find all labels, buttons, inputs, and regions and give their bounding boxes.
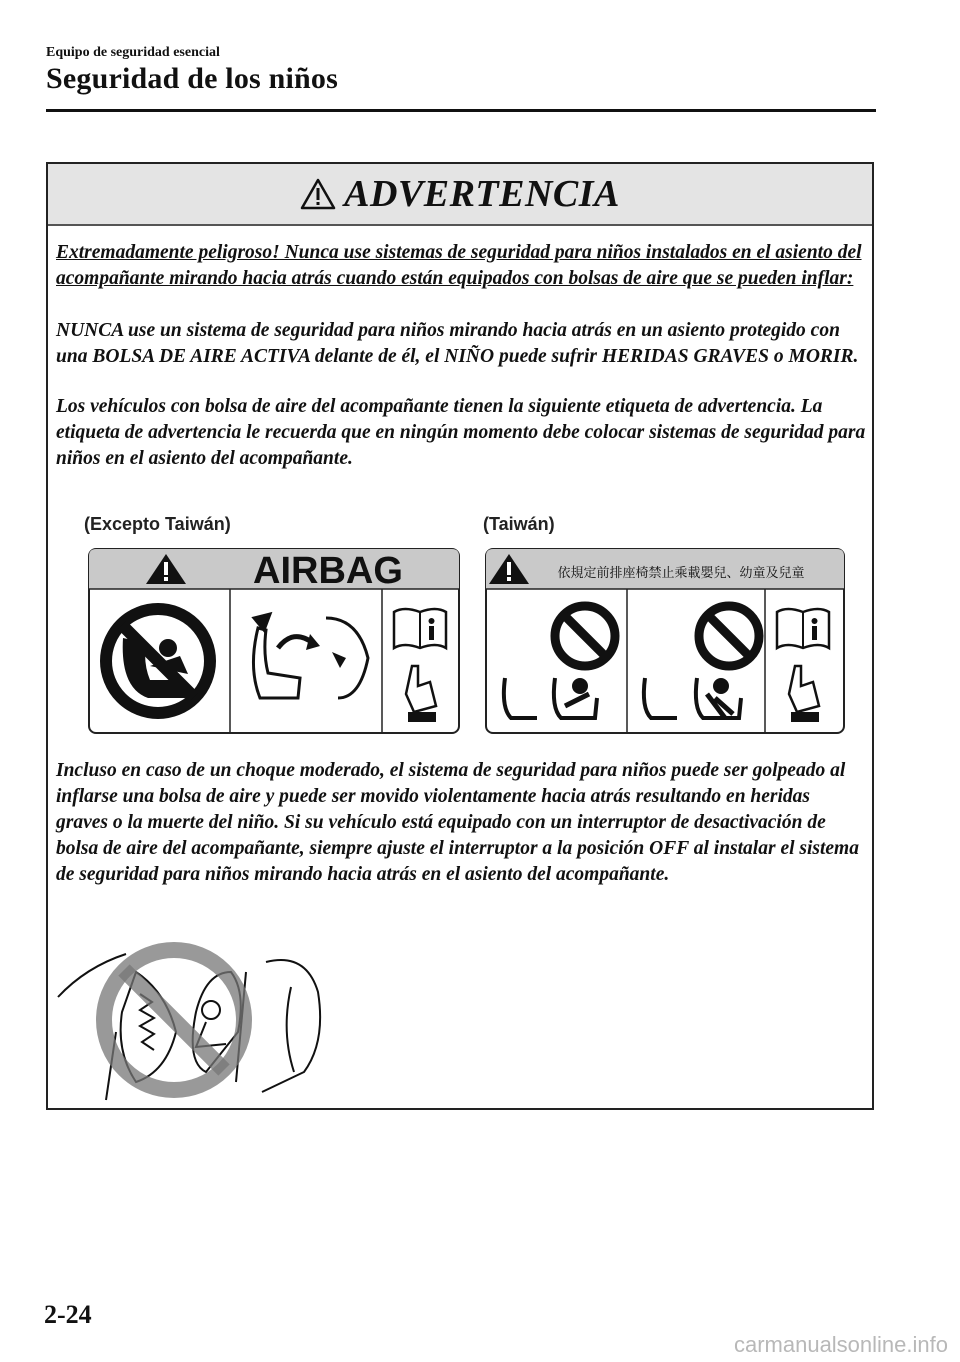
airbag-banner-text: AIRBAG [253, 550, 403, 592]
warning-paragraph-3: Incluso en caso de un choque moderado, el sistema de seguridad para niños puede ser golpeado al inflarse una bolsa de aire y puede ser movido violentamente hacia atrás resultando en heridas graves o la muerte del niño. Si su vehículo está equipado con un interruptor de desactivación de bolsa de aire del acompañante, siempre ajuste el interruptor a la posición OFF al instalar el sistema de seguridad para niños mirando hacia atrás en el asiento del acompañante. [56, 760, 859, 885]
warning-underlined-text: Extremadamente peligroso! Nunca use sistemas de seguridad para niños instalados en el asiento del acompañante mirando hacia atrás cuando están equipados con bolsas de aire que se pueden inflar: [56, 242, 862, 289]
warning-title: ADVERTENCIA [344, 173, 620, 215]
airbag-warning-label-taiwan [485, 548, 845, 734]
warning-triangle-icon [300, 178, 336, 210]
caption-except-taiwan: (Excepto Taiwán) [84, 514, 231, 534]
warning-box [46, 162, 874, 1110]
warning-header [48, 164, 872, 226]
caption-taiwan: (Taiwán) [483, 514, 555, 534]
warning-paragraph-2: Los vehículos con bolsa de aire del acompañante tienen la siguiente etiqueta de advertencia. La etiqueta de advertencia le recuerda que en ningún momento debe colocar sistemas de seguridad para niños en el asiento del acompañante. [56, 396, 866, 469]
warning-paragraph-1: NUNCA use un sistema de seguridad para niños mirando hacia atrás en un asiento protegido con una BOLSA DE AIRE ACTIVA delante de él, el NIÑO puede sufrir HERIDAS GRAVES o MORIR. [56, 320, 859, 367]
title-rule [46, 109, 876, 112]
airbag-warning-label [88, 548, 460, 734]
taiwan-banner-text: 依規定前排座椅禁止乘載嬰兒、幼童及兒童 [557, 566, 805, 581]
watermark: carmanualsonline.info [733, 1332, 948, 1357]
airbag-impact-illustration [56, 932, 356, 1102]
prohibition-icon [104, 950, 244, 1090]
page-title: Seguridad de los niños [46, 62, 338, 95]
page-number: 2-24 [44, 1300, 92, 1329]
section-label: Equipo de seguridad esencial [46, 45, 220, 60]
